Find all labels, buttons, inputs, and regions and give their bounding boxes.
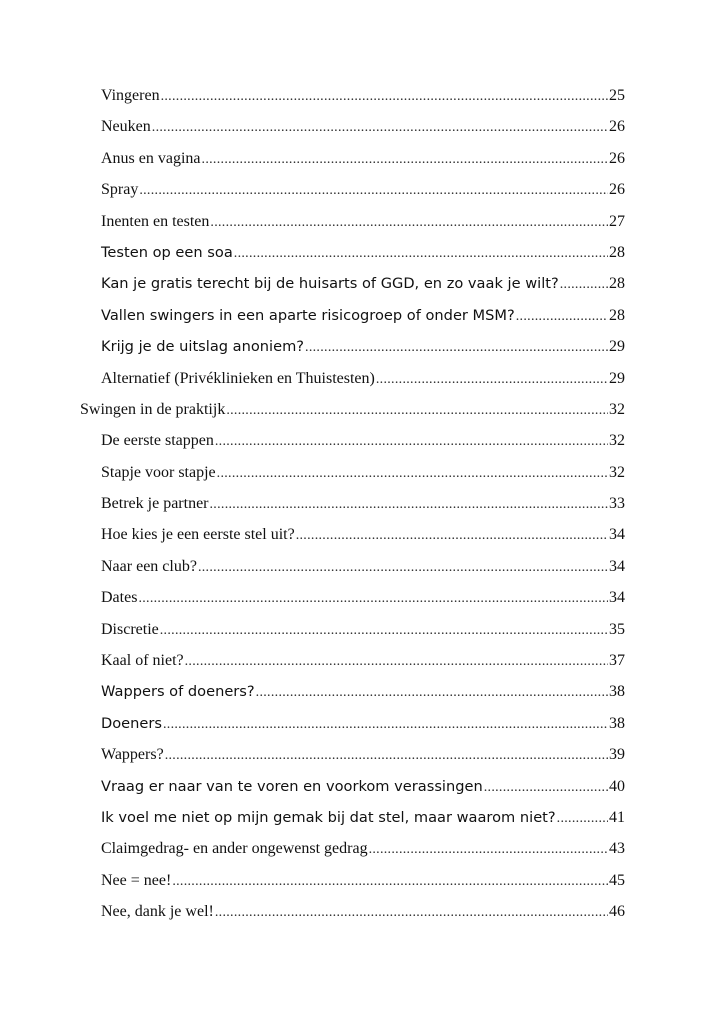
dot-leader — [217, 458, 608, 489]
table-of-contents — [0, 80, 722, 928]
toc-section-entry[interactable] — [0, 111, 722, 142]
toc-page-number: 29 — [609, 338, 625, 356]
dot-leader — [198, 552, 608, 583]
toc-entry-title: Kan je gratis terecht bij de huisarts of GGD, en zo vaak je wilt? — [101, 275, 559, 293]
dot-leader — [215, 426, 608, 457]
toc-section-entry[interactable] — [0, 614, 722, 645]
toc-entry-title: Anus en vagina — [101, 149, 201, 167]
dot-leader — [560, 269, 608, 300]
toc-page-number: 38 — [609, 683, 625, 701]
toc-entry-title: Dates — [101, 589, 138, 607]
toc-entry-title: Ik voel me niet op mijn gemak bij dat stel, maar waarom niet? — [101, 808, 556, 826]
dot-leader — [234, 238, 608, 269]
dot-leader — [138, 583, 608, 614]
dot-leader — [210, 489, 609, 520]
toc-page-number: 25 — [609, 87, 625, 104]
toc-page-number: 27 — [609, 212, 625, 230]
toc-entry-title: Wappers of doeners? — [101, 683, 255, 701]
toc-section-entry[interactable] — [0, 425, 722, 456]
toc-page-number: 26 — [609, 181, 625, 199]
dot-leader — [305, 332, 608, 363]
toc-page-number: 34 — [609, 557, 625, 575]
toc-page-number: 39 — [609, 746, 625, 764]
toc-entry-title: Vraag er naar van te voren en voorkom verassingen — [101, 777, 483, 795]
dot-leader — [369, 834, 608, 865]
toc-section-entry[interactable] — [0, 865, 722, 896]
toc-section-entry[interactable] — [0, 551, 722, 582]
toc-chapter-entry[interactable] — [0, 394, 722, 425]
toc-section-entry[interactable] — [0, 143, 722, 174]
toc-section-entry[interactable] — [0, 457, 722, 488]
toc-section-entry[interactable] — [0, 739, 722, 770]
toc-entry-title: Hoe kies je een eerste stel uit? — [101, 526, 295, 544]
dot-leader — [557, 803, 608, 834]
toc-page-number: 28 — [609, 306, 625, 324]
toc-entry-title: Inenten en testen — [101, 212, 210, 230]
dot-leader — [172, 866, 608, 897]
toc-entry-title: Testen op een soa — [101, 243, 233, 261]
toc-section-entry[interactable] — [0, 582, 722, 613]
toc-entry-title: Betrek je partner — [101, 495, 209, 513]
toc-page-number: 38 — [609, 714, 625, 732]
toc-section-entry[interactable] — [0, 237, 722, 268]
toc-page-number: 28 — [609, 275, 625, 293]
toc-page-number: 46 — [609, 903, 625, 921]
toc-entry-title: Wappers? — [101, 746, 164, 764]
dot-leader — [226, 395, 608, 426]
dot-leader — [185, 646, 608, 677]
toc-entry-title: Nee, dank je wel! — [101, 903, 214, 921]
dot-leader — [215, 897, 608, 928]
toc-entry-title: Nee = nee! — [101, 871, 172, 889]
toc-section-entry[interactable] — [0, 519, 722, 550]
dot-leader — [256, 677, 608, 708]
dot-leader — [139, 175, 608, 206]
toc-page-number: 26 — [609, 118, 625, 136]
toc-entry-title: Vallen swingers in een aparte risicogroep of onder MSM? — [101, 306, 515, 324]
dot-leader — [516, 301, 608, 332]
toc-entry-title: Discretie — [101, 620, 159, 638]
dot-leader — [484, 772, 608, 803]
dot-leader — [152, 112, 608, 143]
toc-section-entry[interactable] — [0, 802, 722, 833]
toc-section-entry[interactable] — [0, 708, 722, 739]
toc-section-entry[interactable] — [0, 300, 722, 331]
toc-page-number: 32 — [609, 463, 625, 481]
toc-entry-title: Swingen in de praktijk — [80, 400, 226, 418]
toc-section-entry[interactable] — [0, 206, 722, 237]
toc-entry-title: Vingeren — [101, 87, 160, 104]
toc-entry-title: Stapje voor stapje — [101, 463, 216, 481]
toc-section-entry[interactable] — [0, 896, 722, 927]
toc-entry-title: De eerste stappen — [101, 432, 214, 450]
dot-leader — [202, 144, 608, 175]
toc-page-number: 26 — [609, 149, 625, 167]
toc-page-number: 28 — [609, 243, 625, 261]
toc-entry-title: Neuken — [101, 118, 151, 136]
toc-section-entry[interactable] — [0, 80, 722, 111]
toc-section-entry[interactable] — [0, 833, 722, 864]
toc-entry-title: Spray — [101, 181, 139, 199]
toc-entry-title: Kaal of niet? — [101, 652, 184, 670]
toc-entry-title: Alternatief (Privéklinieken en Thuistesten) — [101, 369, 375, 387]
toc-section-entry[interactable] — [0, 331, 722, 362]
toc-page-number: 40 — [609, 777, 625, 795]
toc-page-number: 34 — [609, 589, 625, 607]
toc-entry-title: Claimgedrag- en ander ongewenst gedrag — [101, 840, 368, 858]
toc-page-number: 34 — [609, 526, 625, 544]
toc-page-number: 45 — [609, 871, 625, 889]
toc-page-number: 32 — [609, 432, 625, 450]
toc-section-entry[interactable] — [0, 771, 722, 802]
toc-page-number: 35 — [609, 620, 625, 638]
toc-section-entry[interactable] — [0, 174, 722, 205]
dot-leader — [376, 364, 608, 395]
toc-section-entry[interactable] — [0, 488, 722, 519]
toc-section-entry[interactable] — [0, 676, 722, 707]
toc-entry-title: Doeners — [101, 714, 162, 732]
toc-page-number: 33 — [609, 495, 625, 513]
toc-entry-title: Naar een club? — [101, 557, 197, 575]
toc-section-entry[interactable] — [0, 363, 722, 394]
dot-leader — [210, 207, 608, 238]
toc-page-number: 41 — [609, 808, 625, 826]
dot-leader — [161, 81, 608, 112]
dot-leader — [163, 709, 608, 740]
toc-page-number: 29 — [609, 369, 625, 387]
toc-section-entry[interactable] — [0, 268, 722, 299]
dot-leader — [296, 520, 608, 551]
toc-page-number: 32 — [609, 400, 625, 418]
dot-leader — [165, 740, 608, 771]
toc-page-number: 43 — [609, 840, 625, 858]
toc-section-entry[interactable] — [0, 645, 722, 676]
toc-entry-title: Krijg je de uitslag anoniem? — [101, 338, 305, 356]
toc-page-number: 37 — [609, 652, 625, 670]
dot-leader — [160, 615, 608, 646]
